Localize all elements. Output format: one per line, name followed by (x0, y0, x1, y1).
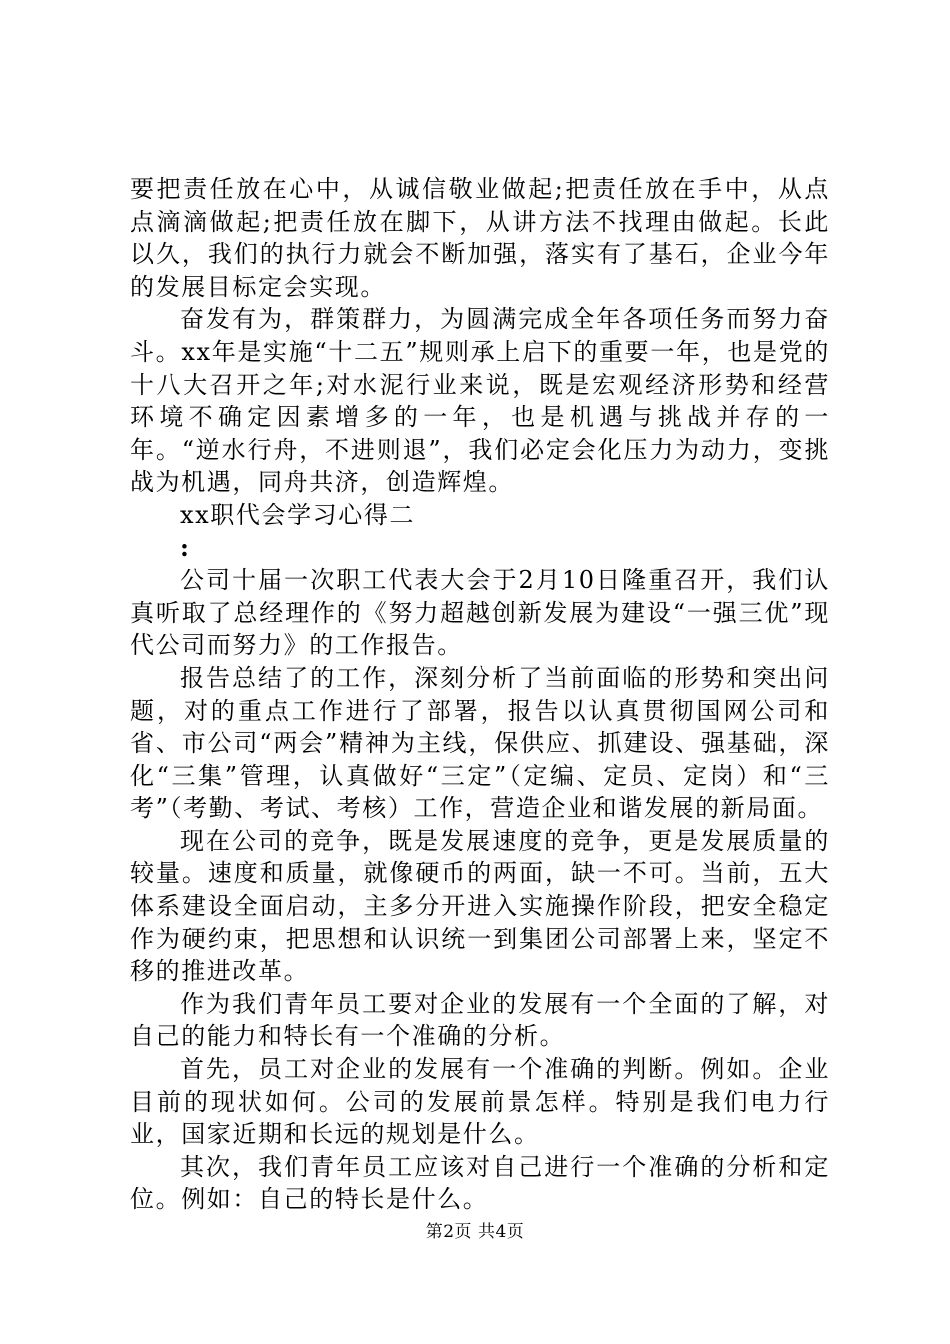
paragraph: 现在公司的竞争，既是发展速度的竞争，更是发展质量的较量。速度和质量，就像硬币的两面，缺一不可。当前，五大体系建设全面启动，主多分开进入实施操作阶段，把安全稳定作为硬约束，把思想和认识统一到集团公司部署上来，坚定不移的推进改革。 (130, 826, 830, 986)
heading-colon: : (180, 532, 189, 562)
document-body (130, 173, 830, 1216)
paragraph: 奋发有为，群策群力，为圆满完成全年各项任务而努力奋斗。xx年是实施“十二五”规则承上启下的重要一年，也是党的十八大召开之年;对水泥行业来说，既是宏观经济形势和经营环境不确定因素增多的一年，也是机遇与挑战并存的一年。“逆水行舟，不进则退”，我们必定会化压力为动力，变挑战为机遇，同舟共济，创造辉煌。 (130, 305, 830, 497)
paragraph: 首先，员工对企业的发展有一个准确的判断。例如。企业目前的现状如何。公司的发展前景怎样。特别是我们电力行业，国家近期和长远的规划是什么。 (130, 1055, 830, 1149)
paragraph: 公司十届一次职工代表大会于2月10日隆重召开，我们认真听取了总经理作的《努力超越创新发展为建设“一强三优”现代公司而努力》的工作报告。 (130, 566, 830, 660)
page-number-footer: 第2页 共4页 (425, 1222, 525, 1242)
paragraph: 报告总结了的工作，深刻分析了当前面临的形势和突出问题，对的重点工作进行了部署，报告以认真贯彻国网公司和省、市公司“两会”精神为主线，保供应、抓建设、强基础，深化“三集”管理，认真做好“三定”（定编、定员、定岗）和“三考”（考勤、考试、考核）工作，营造企业和谐发展的新局面。 (130, 663, 830, 823)
section-heading: xx职代会学习心得二 (180, 500, 416, 529)
paragraph: 作为我们青年员工要对企业的发展有一个全面的了解，对自己的能力和特长有一个准确的分析。 (130, 989, 830, 1051)
paragraph: 其次，我们青年员工应该对自己进行一个准确的分析和定位。例如：自己的特长是什么。 (130, 1152, 830, 1214)
paragraph-continuation: 要把责任放在心中，从诚信敬业做起;把责任放在手中，从点点滴滴做起;把责任放在脚下，从讲方法不找理由做起。长此以久，我们的执行力就会不断加强，落实有了基石，企业今年的发展目标定会实现。 (130, 175, 830, 301)
